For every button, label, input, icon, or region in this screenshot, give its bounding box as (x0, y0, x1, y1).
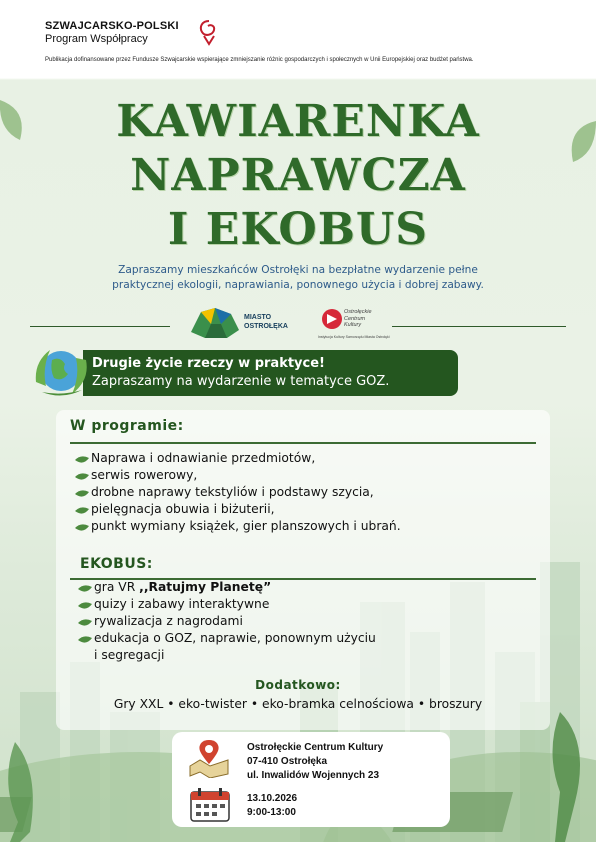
leaf-bullet-icon (78, 619, 92, 627)
funding-note: Publikacja dofinansowane przez Fundusze Szwajcarskie wspierające zmniejszanie różnic gospodarczych i społecznych w Unii Europejskiej oraz budżet państwa. (45, 57, 474, 63)
venue-postal: 07-410 Ostrołęka (247, 756, 328, 767)
program-name: SZWAJCARSKO-POLSKI (45, 20, 179, 32)
okk-caption: Instytucja Kultury Samorządu Miasta Ostrołęki (318, 335, 390, 339)
venue-street: ul. Inwalidów Wojennych 23 (247, 770, 380, 781)
leaf-bullet-icon (78, 636, 92, 644)
swiss-polish-logo-icon (196, 18, 222, 46)
ekobus-item-education-cont: i segregacji (94, 648, 165, 662)
program-item: serwis rowerowy, (91, 468, 198, 482)
ekobus-item-vr-game: ,,Ratujmy Planetę” (139, 580, 272, 594)
calendar-icon (189, 787, 231, 823)
leaf-bullet-icon (75, 490, 89, 498)
event-time: 9:00-13:00 (247, 807, 296, 818)
miasto-line-2: OSTROŁĘKA (244, 323, 288, 330)
intro-line-1: Zapraszamy mieszkańców Ostrołęki na bezpłatne wydarzenie pełne (118, 264, 478, 276)
banner-subline: Zapraszamy na wydarzenie w tematyce GOZ. (92, 374, 390, 389)
ekobus-item-quiz: quizy i zabawy interaktywne (94, 597, 270, 611)
ekobus-item-prizes: rywalizacja z nagrodami (94, 614, 243, 628)
leaf-bullet-icon (78, 585, 92, 593)
okk-logo-text (344, 309, 372, 329)
leaf-bullet-icon (75, 473, 89, 481)
extras-line: Gry XXL • eko-twister • eko-bramka celnościowa • broszury (113, 697, 483, 711)
leaf-bullet-icon (75, 507, 89, 515)
miasto-ostroleka-logo-icon (187, 302, 243, 342)
event-date: 13.10.2026 (247, 793, 298, 804)
divider-left (30, 326, 170, 327)
intro-line-2: praktycznej ekologii, naprawiania, ponownego użycia i dobrej zabawy. (112, 279, 484, 291)
miasto-logo-text (244, 313, 288, 331)
program-item: punkt wymiany książek, gier planszowych i ubrań. (91, 519, 401, 533)
program-title: W programie: (70, 418, 184, 434)
venue-name: Ostrołęckie Centrum Kultury (247, 742, 384, 753)
okk-line-2: Centrum (344, 315, 366, 322)
header (0, 0, 596, 78)
program-item: pielęgnacja obuwia i biżuterii, (91, 502, 275, 516)
map-pin-icon (186, 738, 232, 778)
leaf-bullet-icon (75, 524, 89, 532)
okk-line-1: Ostrołęckie (344, 309, 372, 315)
intro-text (40, 263, 556, 293)
program-subtitle: Program Współpracy (45, 33, 148, 45)
title-line-1: KAWIARENKA (116, 96, 480, 147)
ekobus-item-vr (94, 580, 271, 594)
banner-headline: Drugie życie rzeczy w praktyce! (92, 356, 325, 371)
okk-logo-icon (321, 308, 343, 330)
leaf-bullet-icon (78, 602, 92, 610)
program-item: Naprawa i odnawianie przedmiotów, (91, 451, 316, 465)
ekobus-title: EKOBUS: (80, 556, 153, 572)
divider-right (392, 326, 566, 327)
miasto-line-1: MIASTO (244, 314, 272, 321)
ekobus-item-education: edukacja o GOZ, naprawie, ponownym użyciu (94, 631, 376, 645)
program-item: drobne naprawy tekstyliów i podstawy szycia, (91, 485, 374, 499)
okk-line-3: Kultury (344, 322, 362, 328)
globe-leaves-icon (32, 342, 90, 400)
extras-title: Dodatkowo: (255, 678, 341, 692)
program-title-underline (70, 442, 536, 444)
title-line-3: I EKOBUS (167, 204, 429, 255)
leaf-bullet-icon (75, 456, 89, 464)
title-line-2: NAPRAWCZA (130, 150, 466, 201)
ekobus-item-vr-prefix: gra VR (94, 580, 140, 594)
